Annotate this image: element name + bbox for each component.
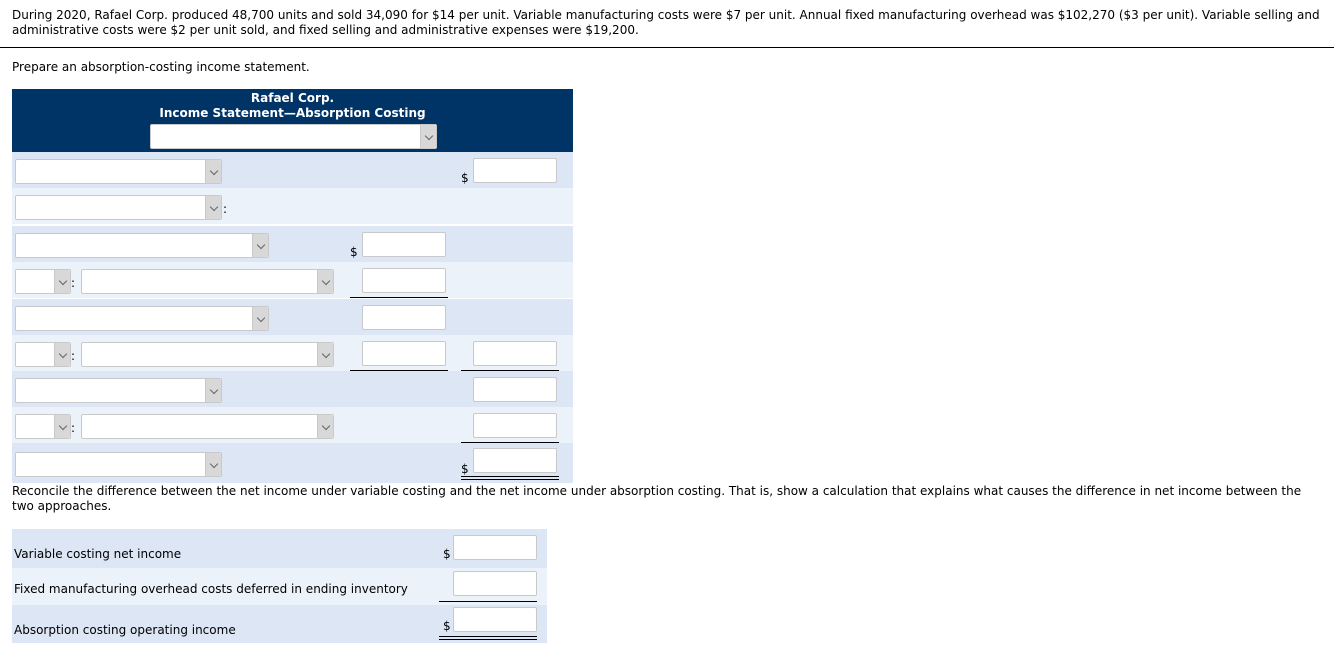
line-item-select[interactable]: [15, 195, 222, 220]
company-name: Rafael Corp.: [250, 91, 335, 105]
statement-row: [12, 371, 573, 407]
line-item-select[interactable]: [15, 452, 222, 477]
dollar-sign: $: [461, 462, 469, 476]
chevron-down-icon: [205, 379, 221, 402]
line-item-select[interactable]: [81, 269, 334, 294]
reconciliation-row: [12, 529, 547, 568]
statement-row: [12, 407, 573, 443]
chevron-down-icon: [252, 307, 268, 330]
colon: :: [223, 202, 228, 216]
underline: [350, 297, 448, 298]
double-underline: [439, 636, 537, 640]
statement-row: [12, 335, 573, 371]
statement-row: [12, 262, 573, 298]
chevron-down-icon: [317, 343, 333, 366]
colon: :: [71, 349, 76, 363]
line-item-select[interactable]: [15, 159, 222, 184]
line-item-select[interactable]: [15, 233, 269, 258]
line-item-select[interactable]: [81, 342, 334, 367]
absorption-costing-label: Absorption costing operating income: [14, 623, 236, 637]
chevron-down-icon: [205, 160, 221, 183]
dollar-sign: $: [443, 619, 451, 633]
variable-costing-label: Variable costing net income: [14, 547, 182, 561]
colon: :: [71, 421, 76, 435]
colon: :: [71, 276, 76, 290]
statement-row: [12, 226, 573, 262]
statement-row: [12, 299, 573, 335]
statement-title: Income Statement—Absorption Costing: [159, 106, 426, 120]
amount-input[interactable]: [362, 305, 446, 330]
chevron-down-icon: [205, 453, 221, 476]
amount-input[interactable]: [473, 413, 557, 438]
statement-row: [12, 188, 573, 224]
statement-header: [12, 89, 573, 152]
chevron-down-icon: [54, 415, 70, 438]
operator-select[interactable]: [15, 414, 71, 439]
chevron-down-icon: [317, 270, 333, 293]
divider: [0, 47, 1334, 48]
dollar-sign: $: [461, 171, 469, 185]
instruction-text: Prepare an absorption-costing income statement.: [12, 60, 310, 74]
dollar-sign: $: [350, 245, 358, 259]
amount-input[interactable]: [362, 341, 446, 366]
amount-input[interactable]: [453, 607, 537, 632]
period-select[interactable]: [150, 124, 437, 149]
line-item-select[interactable]: [81, 414, 334, 439]
dollar-sign: $: [443, 547, 451, 561]
reconcile-text: Reconcile the difference between the net income under variable costing and the net income under absorption costing. That is, show a calculation that explains what causes the difference in net income between the two approaches.: [12, 484, 1302, 513]
chevron-down-icon: [54, 270, 70, 293]
amount-input[interactable]: [453, 535, 537, 560]
double-underline: [461, 476, 559, 480]
amount-input[interactable]: [362, 268, 446, 293]
amount-input[interactable]: [473, 377, 557, 402]
statement-row: [12, 443, 573, 483]
line-item-select[interactable]: [15, 306, 269, 331]
operator-select[interactable]: [15, 342, 71, 367]
amount-input[interactable]: [473, 341, 557, 366]
problem-text: During 2020, Rafael Corp. produced 48,700 units and sold 34,090 for $14 per unit. Variable manufacturing costs were $7 per unit. Annual fixed manufacturing overhead was $102,270 ($3 per unit). Variable selling and administrative costs were $2 per unit sold, and fixed selling and administrative expenses were $19,200.: [12, 8, 1320, 37]
chevron-down-icon: [252, 234, 268, 257]
chevron-down-icon: [420, 125, 436, 148]
reconciliation-row: [12, 605, 547, 643]
chevron-down-icon: [205, 196, 221, 219]
chevron-down-icon: [317, 415, 333, 438]
amount-input[interactable]: [453, 571, 537, 596]
operator-select[interactable]: [15, 269, 71, 294]
amount-input[interactable]: [362, 232, 446, 257]
statement-row: [12, 152, 573, 188]
amount-input[interactable]: [473, 158, 557, 183]
reconciliation-row: [12, 568, 547, 605]
underline: [439, 601, 537, 602]
fixed-overhead-deferred-label: Fixed manufacturing overhead costs deferred in ending inventory: [14, 582, 408, 596]
line-item-select[interactable]: [15, 378, 222, 403]
amount-input[interactable]: [473, 448, 557, 473]
chevron-down-icon: [54, 343, 70, 366]
